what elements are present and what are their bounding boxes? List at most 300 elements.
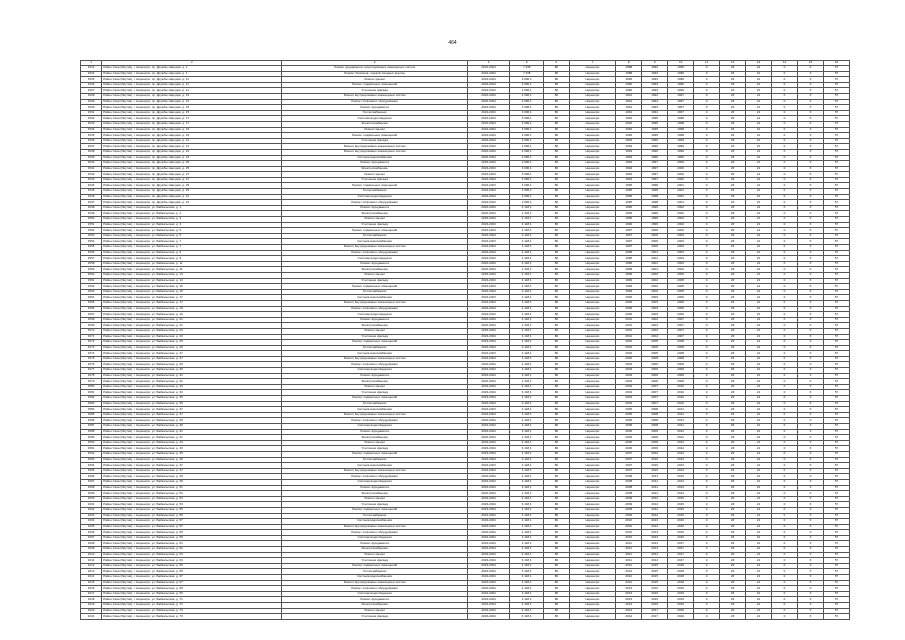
table-cell: 4 118,1 [510,541,544,547]
address-cell: Район Саха (Якутия), г. Нерюнгри, ул. Байкальская, д. 31 [102,373,282,379]
table-cell: Х [798,614,824,620]
table-cell: 2010 [616,535,642,541]
table-cell: 26 [720,418,746,424]
table-cell: 2016 [642,591,668,597]
table-cell: 1565 [81,300,102,306]
table-cell: Х [798,278,824,284]
table-cell: 80 [544,306,569,312]
table-cell: 1995 [616,194,642,200]
table-cell: 0 [772,183,798,189]
address-cell: Район Саха (Якутия), г. Нерюнгри, ул. Байкальская, д. 63 [102,558,282,564]
table-cell: 2015 [642,563,668,569]
table-cell: 2023-2024 [467,99,509,105]
address-cell: Район Саха (Якутия), г. Нерюнгри, ул. Байкальская, д. 71 [102,597,282,603]
table-cell: 80 [544,485,569,491]
table-cell: 21 [746,328,772,334]
table-cell: 1994 [642,105,668,111]
table-cell: 80 [544,166,569,172]
table-cell: 0 [772,379,798,385]
table-cell: 2005 [642,356,668,362]
address-cell: Район Саха (Якутия), г. Нерюнгри, ул. Байкальская, д. 27 [102,351,282,357]
table-cell: 2023-2024 [467,379,509,385]
table-cell: 0 [694,401,720,407]
table-cell: 26 [720,278,746,284]
table-cell: 2003 [616,368,642,374]
table-cell: 2010 [668,384,694,390]
table-cell: 57 [823,300,849,306]
work-type-cell: Электроснабжение [282,211,467,217]
address-cell: Район Саха (Якутия), г. Нерюнгри, ул. Байкальская, д. 43 [102,440,282,446]
table-cell: 4 118,1 [510,278,544,284]
table-cell: 2008 [642,424,668,430]
table-cell: 0 [772,250,798,256]
table-cell: 0 [694,496,720,502]
table-cell: Нерюнгри [569,105,616,111]
table-cell: Нерюнгри [569,323,616,329]
table-cell: 2007 [642,401,668,407]
table-cell: 1575 [81,356,102,362]
table-cell: 1617 [81,591,102,597]
table-cell: Х [798,289,824,295]
table-cell: 0 [694,149,720,155]
table-cell: 2000 [616,306,642,312]
table-cell: 2023-2024 [467,569,509,575]
table-cell: Х [798,328,824,334]
table-cell: Х [798,502,824,508]
table-cell: 26 [720,535,746,541]
table-cell: 26 [720,317,746,323]
table-cell: 2011 [642,491,668,497]
table-cell: 4 096,1 [510,116,544,122]
address-cell: Район Саха (Якутия), г. Нерюнгри, ул. Байкальская, д. 1 [102,205,282,211]
table-cell: 0 [694,222,720,228]
table-cell: 2002 [616,340,642,346]
work-type-cell: Ремонт крыши [282,272,467,278]
table-cell: 1611 [81,558,102,564]
table-cell: 0 [694,306,720,312]
table-cell: 2003 [642,306,668,312]
table-cell: 0 [694,267,720,273]
table-cell: 2000 [642,228,668,234]
table-cell: 2023-2024 [467,71,509,77]
table-cell: 2023-2024 [467,547,509,553]
table-cell: Х [798,513,824,519]
work-type-cell: Ремонт крыши [282,608,467,614]
table-cell: 26 [720,468,746,474]
table-cell: Нерюнгри [569,591,616,597]
table-cell: 4 118,1 [510,575,544,581]
address-cell: Район Саха (Якутия), г. Нерюнгри, пр. Дружбы Народов, д. 11 [102,82,282,88]
table-cell: 1997 [642,172,668,178]
address-cell: Район Саха (Якутия), г. Нерюнгри, пр. Дружбы Народов, д. 25 [102,161,282,167]
table-cell: 2023-2024 [467,446,509,452]
table-cell: 0 [694,457,720,463]
table-cell: 80 [544,451,569,457]
table-cell: Х [798,597,824,603]
table-cell: Нерюнгри [569,99,616,105]
table-cell: 0 [694,390,720,396]
table-cell: 0 [772,485,798,491]
table-cell: 1587 [81,424,102,430]
work-type-cell: Утепление фасада [282,177,467,183]
table-cell: 2000 [668,172,694,178]
table-cell: 1993 [642,77,668,83]
table-cell: 0 [772,384,798,390]
table-cell: 4 118,1 [510,474,544,480]
table-cell: Х [798,340,824,346]
table-cell: 26 [720,312,746,318]
table-cell: 0 [772,88,798,94]
table-cell: 21 [746,485,772,491]
work-type-cell: Ремонт крыши [282,217,467,223]
address-cell: Район Саха (Якутия), г. Нерюнгри, ул. Байкальская, д. 7 [102,245,282,251]
table-cell: Нерюнгри [569,468,616,474]
table-cell: 1556 [81,250,102,256]
table-cell: 2017 [642,614,668,620]
table-cell: 80 [544,412,569,418]
table-cell: 0 [694,99,720,105]
table-cell: 2014 [642,552,668,558]
table-cell: 4 096,1 [510,166,544,172]
table-cell: 26 [720,200,746,206]
table-cell: Нерюнгри [569,412,616,418]
table-cell: 0 [772,424,798,430]
table-cell: Нерюнгри [569,390,616,396]
table-cell: 21 [746,435,772,441]
table-cell: 2023-2024 [467,451,509,457]
column-header: 15 [798,61,824,66]
table-cell: 2023-2024 [467,172,509,178]
table-cell: 4 118,1 [510,563,544,569]
table-cell: 26 [720,239,746,245]
table-cell: 21 [746,362,772,368]
table-cell: 57 [823,474,849,480]
table-cell: 0 [772,535,798,541]
table-cell: 0 [694,435,720,441]
table-cell: Нерюнгри [569,519,616,525]
table-cell: 4 118,1 [510,384,544,390]
table-cell: 2003 [616,379,642,385]
table-cell: 0 [694,233,720,239]
table-cell: Нерюнгри [569,138,616,144]
table-cell: 26 [720,491,746,497]
table-cell: 57 [823,407,849,413]
table-cell: 80 [544,200,569,206]
table-cell: 26 [720,166,746,172]
table-cell: 1996 [668,88,694,94]
table-cell: Х [798,149,824,155]
table-cell: 2017 [668,541,694,547]
table-cell: 80 [544,149,569,155]
table-cell: 2004 [616,384,642,390]
table-cell: Х [798,463,824,469]
table-cell: 2001 [668,194,694,200]
table-cell: 1997 [616,239,642,245]
address-cell: Район Саха (Якутия), г. Нерюнгри, ул. Байкальская, д. 51 [102,491,282,497]
table-cell: 2016 [668,524,694,530]
table-cell: 0 [772,502,798,508]
table-cell: 0 [694,575,720,581]
table-cell: 0 [772,401,798,407]
address-cell: Район Саха (Якутия), г. Нерюнгри, ул. Байкальская, д. 37 [102,407,282,413]
table-cell: 21 [746,133,772,139]
address-cell: Район Саха (Якутия), г. Нерюнгри, ул. Байкальская, д. 11 [102,267,282,273]
table-cell: 2003 [616,362,642,368]
table-cell: Х [798,66,824,72]
table-cell: Нерюнгри [569,222,616,228]
table-cell: 0 [772,446,798,452]
address-cell: Район Саха (Якутия), г. Нерюнгри, ул. Байкальская, д. 45 [102,451,282,457]
address-cell: Район Саха (Якутия), г. Нерюнгри, ул. Байкальская, д. 65 [102,569,282,575]
table-cell: 1988 [616,71,642,77]
address-cell: Район Саха (Якутия), г. Нерюнгри, ул. Байкальская, д. 41 [102,429,282,435]
table-cell: 2005 [616,424,642,430]
column-header: 3 [282,61,467,66]
table-cell: 26 [720,591,746,597]
table-cell: 1526 [81,82,102,88]
table-cell: 0 [694,519,720,525]
table-cell: 1567 [81,312,102,318]
table-cell: 1993 [616,138,642,144]
table-cell: 0 [772,608,798,614]
table-cell: 2009 [642,446,668,452]
table-cell: 2008 [668,345,694,351]
table-cell: 21 [746,603,772,609]
table-cell: 1568 [81,317,102,323]
table-cell: 2007 [616,463,642,469]
table-cell: Нерюнгри [569,351,616,357]
table-cell: 2023-2024 [467,440,509,446]
column-header: 12 [720,61,746,66]
table-cell: 0 [694,127,720,133]
table-cell: 2002 [642,284,668,290]
table-cell: 0 [772,200,798,206]
table-cell: 0 [694,93,720,99]
table-cell: 1528 [81,93,102,99]
table-cell: 21 [746,272,772,278]
table-cell: 1538 [81,149,102,155]
address-cell: Район Саха (Якутия), г. Нерюнгри, ул. Байкальская, д. 15 [102,284,282,290]
work-type-cell: Электроснабжение [282,323,467,329]
table-cell: 80 [544,71,569,77]
table-cell: 1991 [616,99,642,105]
table-cell: 80 [544,440,569,446]
table-cell: 57 [823,144,849,150]
table-cell: 1579 [81,379,102,385]
table-cell: 4 118,1 [510,295,544,301]
table-cell: 80 [544,541,569,547]
table-cell: 0 [772,295,798,301]
table-cell: 1996 [668,82,694,88]
table-cell: 21 [746,530,772,536]
table-cell: Нерюнгри [569,328,616,334]
table-cell: Нерюнгри [569,256,616,262]
table-cell: 4 118,1 [510,463,544,469]
table-cell: Нерюнгри [569,474,616,480]
table-cell: 57 [823,362,849,368]
work-type-cell: Ремонт крыши [282,384,467,390]
table-cell: 0 [772,435,798,441]
table-cell: Нерюнгри [569,603,616,609]
table-cell: 21 [746,513,772,519]
work-type-cell: Ремонт подвальных помещений [282,340,467,346]
table-cell: 1995 [616,189,642,195]
table-cell: 1546 [81,194,102,200]
table-cell: 80 [544,496,569,502]
address-cell: Район Саха (Якутия), г. Нерюнгри, ул. Байкальская, д. 17 [102,295,282,301]
table-cell: 2018 [668,580,694,586]
address-cell: Район Саха (Якутия), г. Нерюнгри, ул. Байкальская, д. 53 [102,502,282,508]
table-cell: 80 [544,233,569,239]
column-header: 2 [102,61,282,66]
table-cell: 26 [720,99,746,105]
table-cell: 1998 [642,194,668,200]
table-cell: 2002 [642,272,668,278]
table-cell: 7 338 [510,71,544,77]
table-cell: Х [798,362,824,368]
table-cell: 26 [720,379,746,385]
table-cell: 4 118,1 [510,597,544,603]
table-cell: 1999 [616,278,642,284]
table-cell: 1582 [81,396,102,402]
table-cell: 57 [823,127,849,133]
table-cell: 2015 [642,575,668,581]
table-cell: 0 [772,82,798,88]
table-cell: 4 118,1 [510,608,544,614]
table-cell: Нерюнгри [569,200,616,206]
table-cell: 2007 [616,451,642,457]
table-cell: 2008 [642,407,668,413]
table-cell: 0 [694,228,720,234]
table-cell: 21 [746,105,772,111]
table-cell: Х [798,284,824,290]
table-cell: Нерюнгри [569,535,616,541]
table-cell: 0 [772,563,798,569]
table-cell: Х [798,457,824,463]
address-cell: Район Саха (Якутия), г. Нерюнгри, ул. Байкальская, д. 27 [102,356,282,362]
table-cell: 2014 [668,485,694,491]
table-cell: 1996 [616,205,642,211]
table-cell: 57 [823,172,849,178]
table-cell: 2023-2024 [467,608,509,614]
table-cell: 21 [746,267,772,273]
table-cell: 57 [823,457,849,463]
table-cell: Нерюнгри [569,155,616,161]
table-cell: 2013 [642,519,668,525]
column-header: 16 [823,61,849,66]
table-cell: 0 [772,362,798,368]
table-cell: 57 [823,535,849,541]
table-cell: 2023-2024 [467,261,509,267]
table-cell: 57 [823,250,849,256]
work-type-cell: Система водоотведения [282,116,467,122]
table-cell: 2012 [616,575,642,581]
table-cell: 26 [720,457,746,463]
table-cell: 4 118,1 [510,233,544,239]
table-cell: 0 [694,373,720,379]
table-cell: 2016 [642,603,668,609]
table-cell: 0 [772,245,798,251]
table-cell: 80 [544,300,569,306]
address-cell: Район Саха (Якутия), г. Нерюнгри, пр. Дружбы Народов, д. 23 [102,149,282,155]
address-cell: Район Саха (Якутия), г. Нерюнгри, ул. Байкальская, д. 15 [102,289,282,295]
table-cell: 0 [694,351,720,357]
table-cell: 0 [772,507,798,513]
table-cell: 2023-2024 [467,228,509,234]
table-cell: 80 [544,121,569,127]
table-cell: 2014 [616,608,642,614]
table-cell: 4 096,1 [510,177,544,183]
table-cell: 26 [720,597,746,603]
table-cell: 2011 [668,418,694,424]
table-cell: 2001 [616,334,642,340]
table-cell: 0 [694,563,720,569]
table-cell: 2008 [668,351,694,357]
table-cell: 1996 [616,222,642,228]
table-cell: 57 [823,177,849,183]
table-cell: 0 [694,138,720,144]
work-type-cell: Ремонт подвальных помещений [282,183,467,189]
table-cell: 1998 [668,116,694,122]
table-cell: 1561 [81,278,102,284]
table-cell: Нерюнгри [569,451,616,457]
table-cell: Нерюнгри [569,563,616,569]
table-cell: 21 [746,245,772,251]
table-cell: 0 [694,407,720,413]
work-type-cell: Электроснабжение [282,166,467,172]
work-type-cell: Система водоснабжения [282,407,467,413]
table-cell: 1998 [668,133,694,139]
table-cell: 4 118,1 [510,300,544,306]
table-cell: 21 [746,591,772,597]
work-type-cell: Ремонт крыши [282,496,467,502]
table-cell: 1586 [81,418,102,424]
table-cell: 57 [823,586,849,592]
table-cell: 26 [720,66,746,72]
table-cell: 1547 [81,200,102,206]
address-cell: Район Саха (Якутия), г. Нерюнгри, ул. Байкальская, д. 1 [102,211,282,217]
table-cell: 2023-2024 [467,66,509,72]
table-cell: 57 [823,401,849,407]
table-cell: 1552 [81,228,102,234]
table-cell: 2023-2024 [467,496,509,502]
work-type-cell: Электроснабжение [282,267,467,273]
table-cell: Х [798,194,824,200]
work-type-cell: Утепление фасада [282,502,467,508]
table-cell: 2003 [668,228,694,234]
table-cell: Нерюнгри [569,552,616,558]
table-cell: 26 [720,474,746,480]
table-cell: 2008 [642,412,668,418]
table-cell: 26 [720,340,746,346]
table-cell: 4 118,1 [510,205,544,211]
table-cell: 2005 [616,412,642,418]
table-cell: 1994 [642,110,668,116]
table-cell: 1585 [81,412,102,418]
table-cell: 26 [720,177,746,183]
table-cell: 21 [746,121,772,127]
work-type-cell: Электроснабжение [282,603,467,609]
table-cell: 0 [772,110,798,116]
address-cell: Район Саха (Якутия), г. Нерюнгри, пр. Дружбы Народов, д. 19 [102,127,282,133]
table-cell: 1541 [81,166,102,172]
table-cell: 21 [746,183,772,189]
table-cell: 80 [544,272,569,278]
work-type-cell: Система водоснабжения [282,155,467,161]
table-cell: 2018 [668,575,694,581]
table-cell: 21 [746,239,772,245]
table-cell: Нерюнгри [569,513,616,519]
